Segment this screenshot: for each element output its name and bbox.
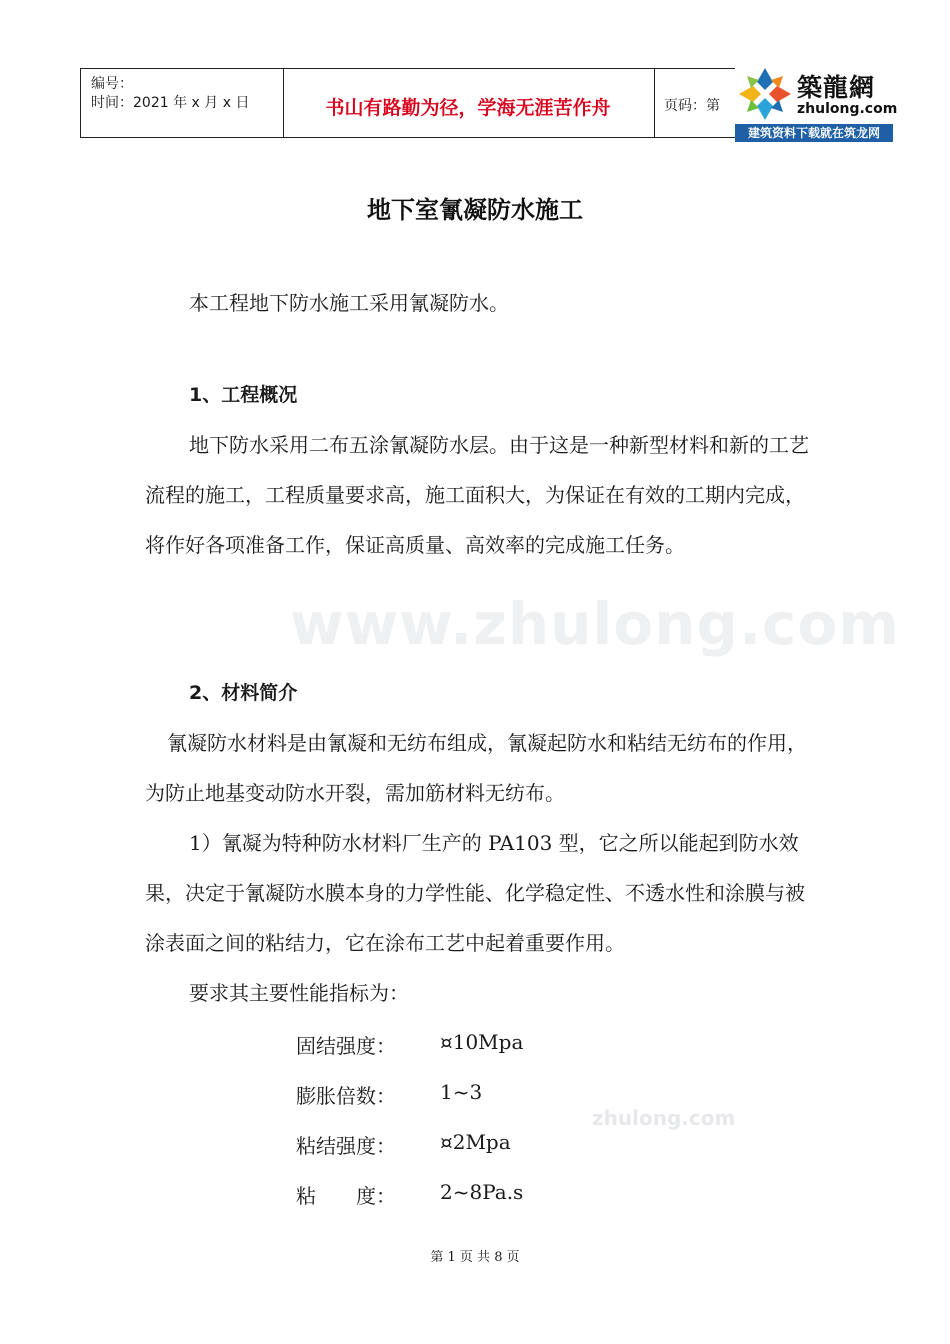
spec-label: 粘结强度： [296,1134,396,1158]
pinwheel-logo-icon [735,64,795,124]
requirement-line: 要求其主要性能指标为： [189,981,409,1005]
spec-label: 固结强度： [296,1034,396,1058]
spec-label: 膨胀倍数： [296,1084,396,1108]
spec-value: 1~3 [440,1080,483,1104]
header-motto-cell [282,69,655,137]
intro-paragraph: 本工程地下防水施工采用氰凝防水。 [189,291,509,315]
logo-english-text: zhulong.com [797,101,898,117]
document-header [80,68,820,138]
header-page-label: 页码：第 [664,98,720,114]
section-2-paragraph: 氰凝防水材料是由氰凝和无纺布组成，氰凝起防水和粘结无纺布的作用，为防止地基变动防水开裂，需加筋材料无纺布。 [145,731,807,805]
page-footer: 第 1 页 共 8 页 [430,1250,520,1265]
zhulong-logo [735,64,898,142]
header-meta-cell [80,69,284,137]
section-2-heading: 2、材料简介 [189,682,298,704]
document-number: 编号： [91,76,133,92]
spec-value: ¤10Mpa [440,1030,524,1054]
spec-value: 2~8Pa.s [440,1180,524,1204]
spec-label: 粘 度： [296,1184,396,1208]
document-title: 地下室氰凝防水施工 [367,196,583,224]
watermark-small-text: zhulong.com [592,1106,736,1130]
watermark-text: www.zhulong.com [290,590,900,658]
document-time: 时间：2021 年 x 月 x 日 [91,95,250,111]
header-motto: 书山有路勤为径，学海无涯苦作舟 [325,97,611,119]
logo-banner: 建筑资料下载就在筑龙网 [735,124,893,142]
section-2-item-1: 1）氰凝为特种防水材料厂生产的 PA103 型，它之所以能起到防水效果，决定于氰凝防水膜本身的力学性能、化学稳定性、不透水性和涂膜与被涂表面之间的粘结力，它在涂布工艺中起着重要作用。 [145,831,805,955]
section-1-paragraph: 地下防水采用二布五涂氰凝防水层。由于这是一种新型材料和新的工艺流程的施工，工程质量要求高，施工面积大，为保证在有效的工期内完成，将作好各项准备工作，保证高质量、高效率的完成施工任务。 [145,433,809,557]
logo-chinese-text: 築龍網 [797,73,876,102]
spec-value: ¤2Mpa [440,1130,511,1154]
section-1-heading: 1、工程概况 [189,384,298,406]
